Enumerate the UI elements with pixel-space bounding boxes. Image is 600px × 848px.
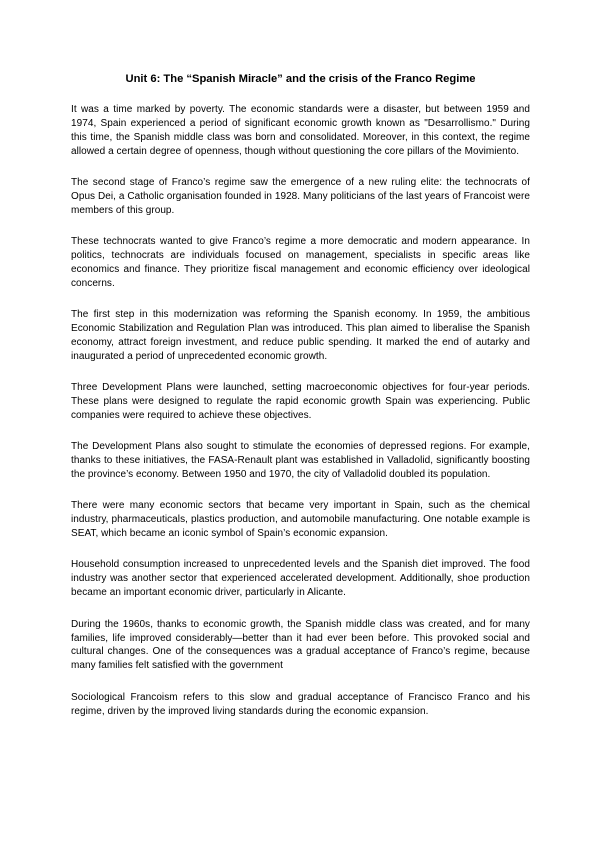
document-title: Unit 6: The “Spanish Miracle” and the crisis of the Franco Regime xyxy=(125,73,476,85)
paragraph-technocrats-opus-dei: The second stage of Franco’s regime saw the emergence of a new ruling elite: the technocrats of Opus Dei, a Catholic organisation founded in 1928. Many politicians of the last years of Francoist were members of this group. xyxy=(71,177,530,216)
paragraph-depressed-regions: The Development Plans also sought to stimulate the economies of depressed regions. For example, thanks to these initiatives, the FASA-Renault plant was established in Valladolid, significantly boosting the province’s economy. Between 1950 and 1970, the city of Valladolid doubled its population. xyxy=(71,441,530,481)
paragraph-development-plans: Three Development Plans were launched, setting macroeconomic objectives for four-year periods. These plans were designed to regulate the rapid economic growth Spain was experiencing. Public companies were required to achieve these objectives. xyxy=(71,382,530,421)
paragraph-middle-class: During the 1960s, thanks to economic growth, the Spanish middle class was created, and for many families, life improved considerably—better than it had ever been before. This provoked social and cultural changes. One of the consequences was a gradual acceptance of Franco’s regime, because many families felt satisfied with the government xyxy=(71,618,530,672)
paragraph-economic-sectors: There were many economic sectors that became very important in Spain, such as the chemical industry, pharmaceuticals, plastics production, and automobile manufacturing. One notable example is SEAT, which became an iconic symbol of Spain’s economic expansion. xyxy=(71,500,530,540)
paragraph-stabilization-plan: The first step in this modernization was reforming the Spanish economy. In 1959, the ambitious Economic Stabilization and Regulation Plan was introduced. This plan aimed to liberalise the Spanish economy, attract foreign investment, and reduce public spending. It marked the end of autarky and inaugurated a period of unprecedented economic growth. xyxy=(71,309,530,362)
paragraph-poverty-desarrollismo: It was a time marked by poverty. The economic standards were a disaster, but between 1959 and 1974, Spain experienced a period of significant economic growth known as "Desarrollismo." During this time, the Spanish middle class was born and consolidated. Moreover, in this context, the regime allowed a certain degree of openness, though without questioning the core pillars of the Movimiento. xyxy=(71,104,530,157)
paragraph-household-consumption: Household consumption increased to unprecedented levels and the Spanish diet improved. The food industry was another sector that experienced accelerated development. Additionally, shoe production became an important economic driver, particularly in Alicante. xyxy=(71,559,530,599)
paragraph-technocrats-goals: These technocrats wanted to give Franco’s regime a more democratic and modern appearance. In politics, technocrats are individuals focused on management, specialists in specific areas like economics and finance. They prioritize fiscal management and economic efficiency over ideological concerns. xyxy=(71,236,530,289)
paragraph-sociological-francoism: Sociological Francoism refers to this slow and gradual acceptance of Francisco Franco and his regime, driven by the improved living standards during the economic expansion. xyxy=(71,691,530,717)
